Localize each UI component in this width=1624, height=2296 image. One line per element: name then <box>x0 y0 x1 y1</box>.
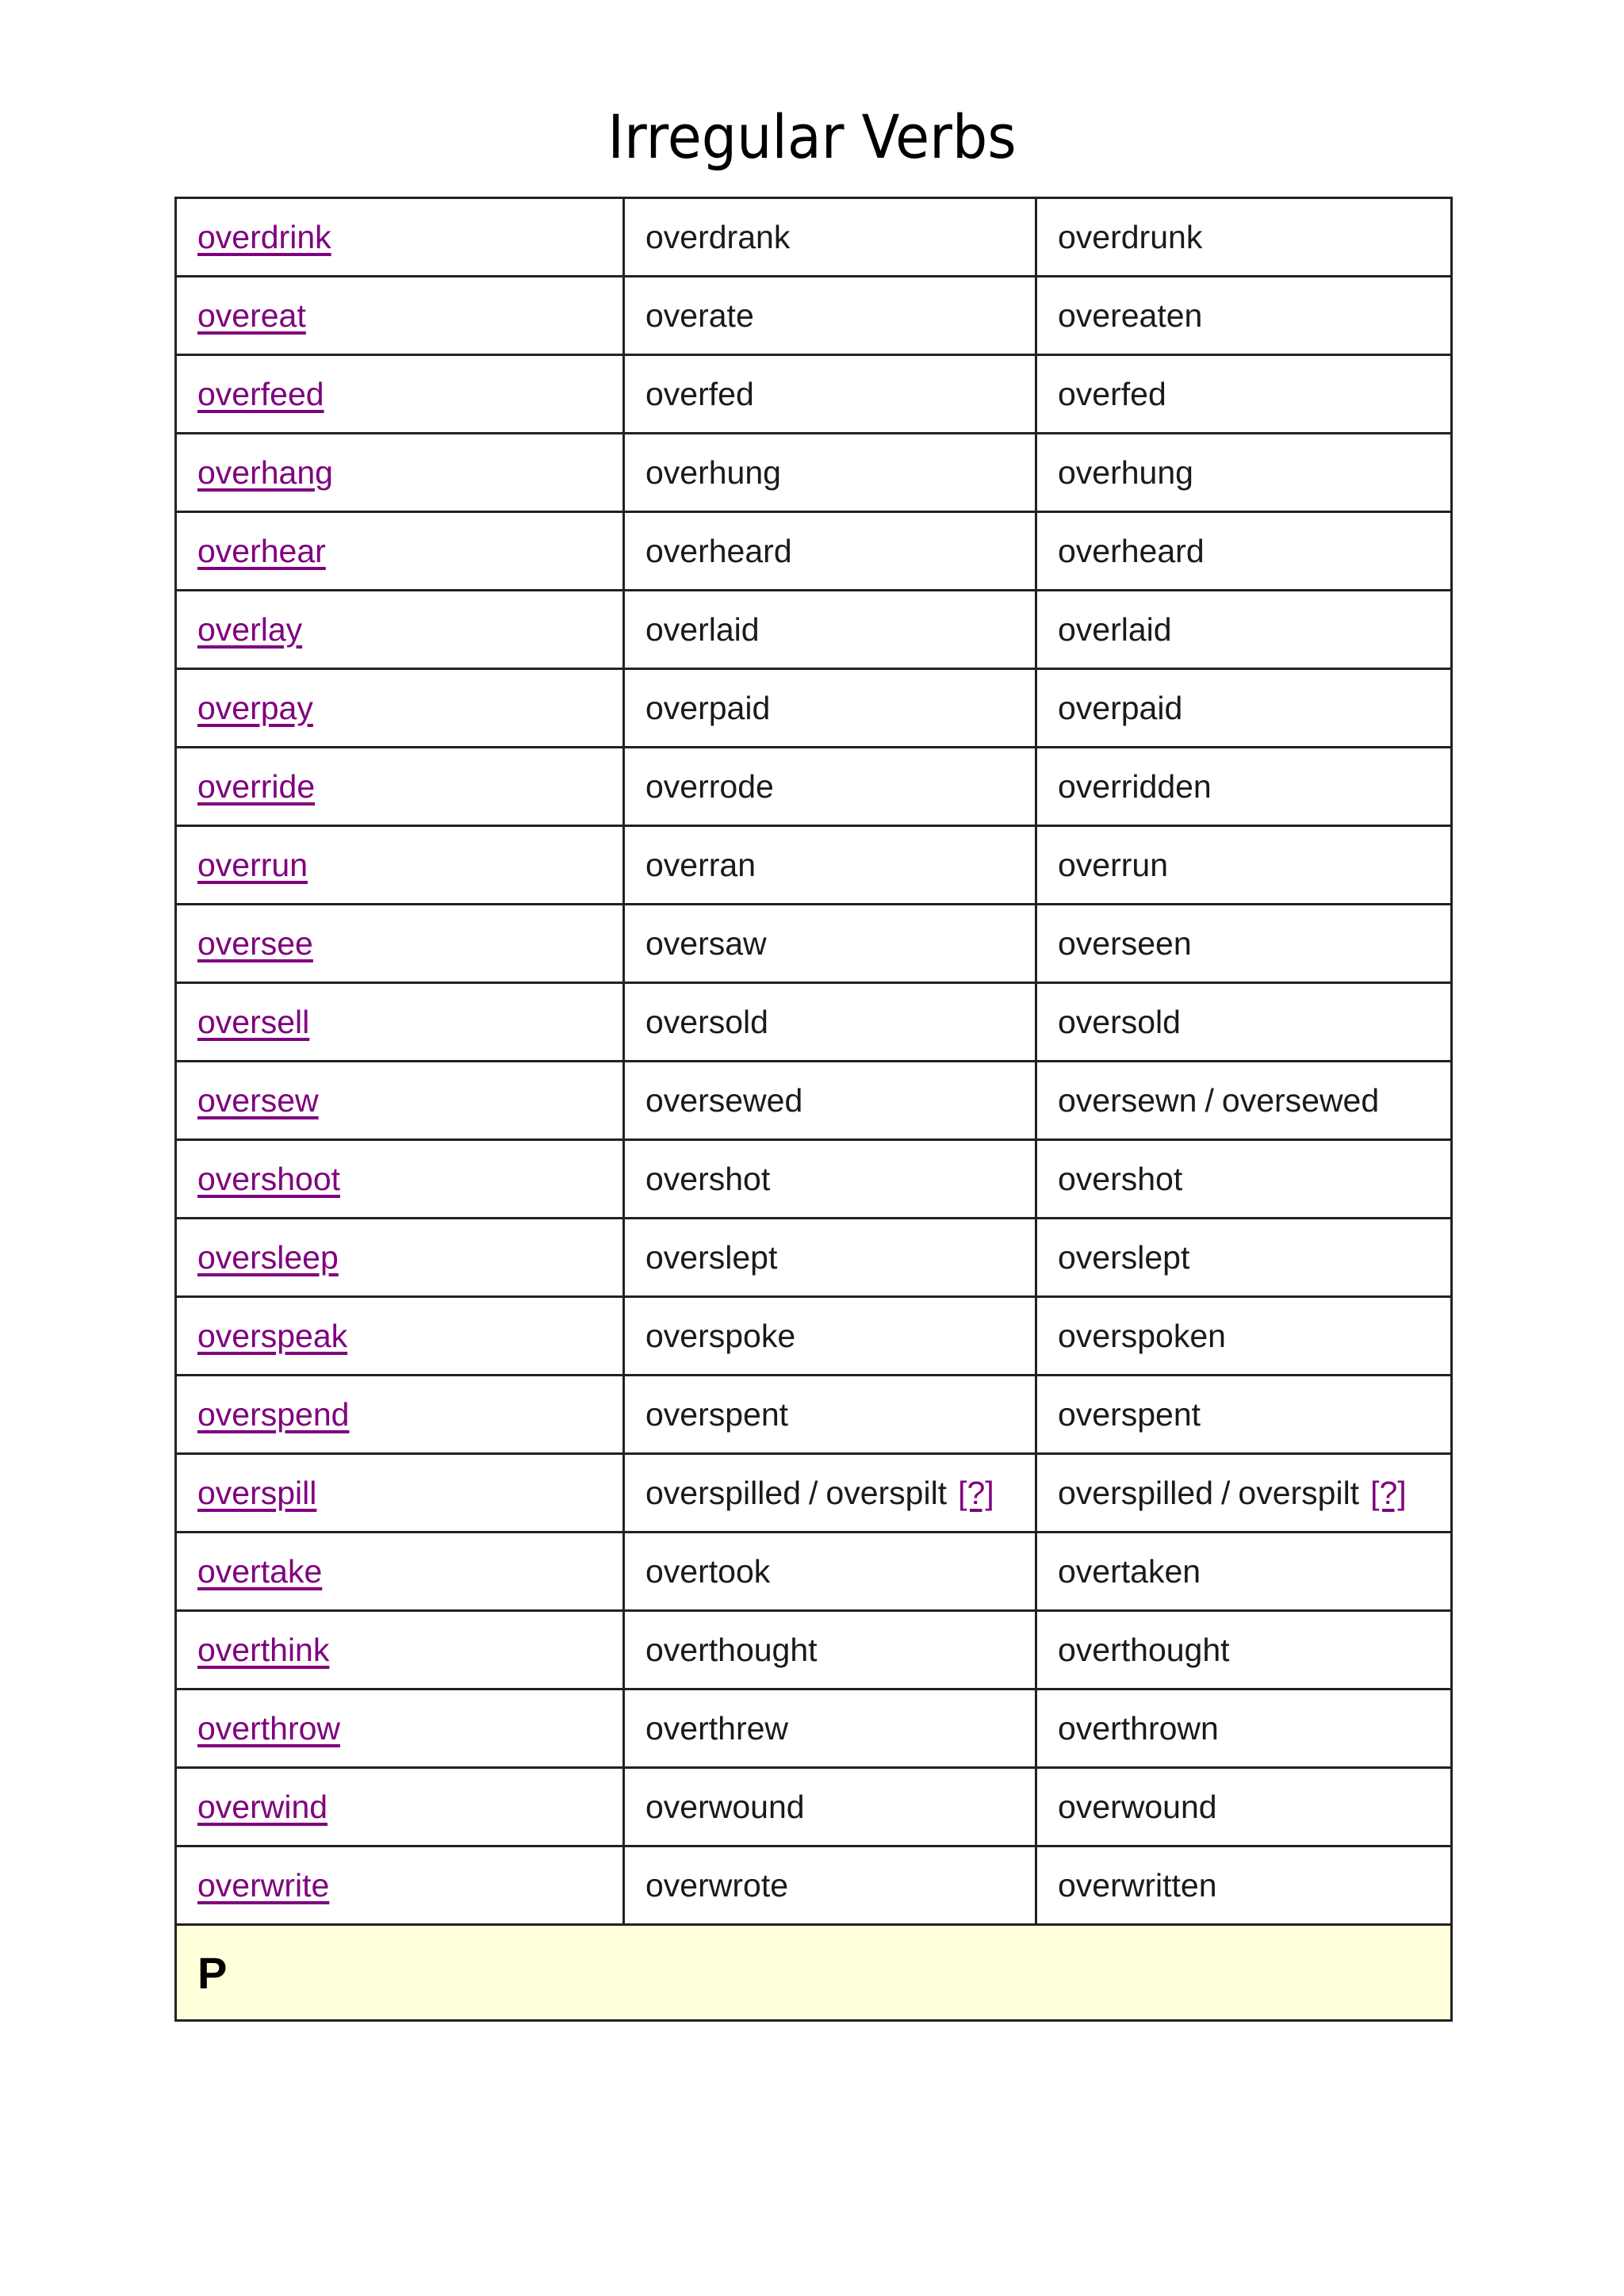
verb-form: overpaid <box>1058 689 1183 726</box>
verb-form: overfed <box>645 375 754 412</box>
base-form-cell <box>176 1062 624 1140</box>
page-title: Irregular Verbs <box>607 101 1017 172</box>
verb-link[interactable]: overpay <box>197 689 313 726</box>
base-form-cell <box>176 591 624 669</box>
base-form-cell <box>176 434 624 512</box>
verb-form: overate <box>645 297 754 334</box>
past-participle-cell <box>1036 1533 1452 1611</box>
verb-form: overrode <box>645 767 774 805</box>
base-form-cell <box>176 1219 624 1297</box>
past-participle-cell <box>1036 1454 1452 1533</box>
verb-form: oversold <box>645 1003 768 1040</box>
verb-form: overslept <box>645 1238 778 1276</box>
past-simple-cell <box>624 1846 1036 1925</box>
verb-link[interactable]: overlay <box>197 610 303 648</box>
base-form-cell <box>176 1533 624 1611</box>
base-form-cell <box>176 826 624 905</box>
verb-link[interactable]: overthrow <box>197 1709 341 1747</box>
verb-link[interactable]: overtake <box>197 1552 323 1590</box>
verb-row <box>176 1376 1452 1454</box>
past-participle-cell <box>1036 1689 1452 1768</box>
past-participle-cell <box>1036 1376 1452 1454</box>
verb-form: overlaid <box>645 610 760 648</box>
verb-link[interactable]: overdrink <box>197 218 331 255</box>
verb-link[interactable]: overshoot <box>197 1160 341 1197</box>
verb-link[interactable]: overhear <box>197 532 326 569</box>
verb-row <box>176 591 1452 669</box>
past-participle-cell <box>1036 748 1452 826</box>
verb-form: overdrank <box>645 218 791 255</box>
verb-form: overridden <box>1058 767 1212 805</box>
verb-link[interactable]: overthink <box>197 1631 330 1668</box>
verb-link[interactable]: overwrite <box>197 1866 330 1904</box>
verb-row <box>176 355 1452 434</box>
verb-row <box>176 983 1452 1062</box>
past-participle-cell <box>1036 983 1452 1062</box>
past-simple-cell <box>624 826 1036 905</box>
form-separator: / <box>1205 1081 1214 1119</box>
verb-row <box>176 1297 1452 1376</box>
verb-row <box>176 1533 1452 1611</box>
form-separator: / <box>809 1474 818 1511</box>
verb-form: overspilled <box>645 1474 801 1511</box>
verb-row <box>176 277 1452 355</box>
verb-form: overthought <box>645 1631 818 1668</box>
base-form-cell <box>176 1376 624 1454</box>
past-simple-cell <box>624 1062 1036 1140</box>
section-header-row <box>176 1925 1452 2021</box>
past-simple-cell <box>624 748 1036 826</box>
verb-form: overheard <box>1058 532 1205 569</box>
past-simple-cell <box>624 1533 1036 1611</box>
verb-form: overeaten <box>1058 297 1203 334</box>
past-participle-cell <box>1036 512 1452 591</box>
verb-row <box>176 826 1452 905</box>
verb-row <box>176 1611 1452 1689</box>
verb-form: overshot <box>645 1160 771 1197</box>
verb-form: overheard <box>645 532 792 569</box>
verb-form: oversewed <box>645 1081 803 1119</box>
form-separator: / <box>1221 1474 1231 1511</box>
verb-form: oversold <box>1058 1003 1181 1040</box>
past-participle-cell <box>1036 198 1452 277</box>
base-form-cell <box>176 198 624 277</box>
past-simple-cell <box>624 905 1036 983</box>
base-form-cell <box>176 1297 624 1376</box>
base-form-cell <box>176 748 624 826</box>
verb-row <box>176 1140 1452 1219</box>
past-participle-cell <box>1036 355 1452 434</box>
verb-link[interactable]: oversew <box>197 1081 319 1119</box>
verb-row <box>176 1768 1452 1846</box>
verb-form: overspilt <box>825 1474 948 1511</box>
verb-link[interactable]: overeat <box>197 297 306 334</box>
verb-link[interactable]: overhang <box>197 453 333 491</box>
verb-row <box>176 1454 1452 1533</box>
verb-form: oversewn <box>1058 1081 1197 1119</box>
verb-form: overthrown <box>1058 1709 1219 1747</box>
past-participle-cell <box>1036 1846 1452 1925</box>
verb-form: overwound <box>1058 1788 1217 1825</box>
base-form-cell <box>176 277 624 355</box>
verb-link[interactable]: overrun <box>197 846 308 883</box>
past-participle-cell <box>1036 1768 1452 1846</box>
verb-row <box>176 1689 1452 1768</box>
verb-row <box>176 512 1452 591</box>
past-simple-cell <box>624 1611 1036 1689</box>
past-simple-cell <box>624 591 1036 669</box>
past-participle-cell <box>1036 1611 1452 1689</box>
verb-form: overwound <box>645 1788 805 1825</box>
verb-form: overpaid <box>645 689 771 726</box>
past-participle-cell <box>1036 1219 1452 1297</box>
past-simple-cell <box>624 512 1036 591</box>
past-simple-cell <box>624 1454 1036 1533</box>
verb-form: overthrew <box>645 1709 789 1747</box>
verb-form: overthought <box>1058 1631 1230 1668</box>
section-letter: P <box>176 1925 1452 2021</box>
verb-link[interactable]: oversleep <box>197 1238 339 1276</box>
verb-form: overtaken <box>1058 1552 1201 1590</box>
base-form-cell <box>176 905 624 983</box>
verb-form: overspoke <box>645 1317 796 1354</box>
base-form-cell <box>176 669 624 748</box>
verb-form: overhung <box>1058 453 1193 491</box>
verb-link[interactable]: override <box>197 767 316 805</box>
verb-form: overfed <box>1058 375 1166 412</box>
verb-form: overspent <box>645 1395 789 1433</box>
past-participle-cell <box>1036 1140 1452 1219</box>
verb-row <box>176 1846 1452 1925</box>
verb-form: overran <box>645 846 756 883</box>
past-participle-cell <box>1036 277 1452 355</box>
past-participle-cell <box>1036 669 1452 748</box>
past-simple-cell <box>624 1689 1036 1768</box>
verb-row <box>176 1062 1452 1140</box>
verb-form: overhung <box>645 453 781 491</box>
verb-link[interactable]: overspeak <box>197 1317 348 1354</box>
past-simple-cell <box>624 1376 1036 1454</box>
past-participle-cell <box>1036 905 1452 983</box>
verb-form: overshot <box>1058 1160 1183 1197</box>
uncertain-form-note-link[interactable]: [?] <box>1370 1474 1407 1511</box>
base-form-cell <box>176 1611 624 1689</box>
verb-link[interactable]: oversell <box>197 1003 310 1040</box>
verb-form: overrun <box>1058 846 1169 883</box>
uncertain-form-note-link[interactable]: [?] <box>958 1474 994 1511</box>
verb-rows <box>176 198 1452 2021</box>
past-simple-cell <box>624 669 1036 748</box>
past-participle-cell <box>1036 591 1452 669</box>
verb-form: overlaid <box>1058 610 1172 648</box>
base-form-cell <box>176 1768 624 1846</box>
past-simple-cell <box>624 1140 1036 1219</box>
verb-form: overspilled <box>1058 1474 1213 1511</box>
verb-row <box>176 198 1452 277</box>
past-simple-cell <box>624 198 1036 277</box>
base-form-cell <box>176 512 624 591</box>
verb-link[interactable]: overspill <box>197 1474 317 1511</box>
verb-form: overseen <box>1058 924 1192 962</box>
past-simple-cell <box>624 1768 1036 1846</box>
past-participle-cell <box>1036 1297 1452 1376</box>
verb-form: overdrunk <box>1058 218 1203 255</box>
verb-form: overtook <box>645 1552 771 1590</box>
past-simple-cell <box>624 983 1036 1062</box>
past-simple-cell <box>624 355 1036 434</box>
verb-form: oversewed <box>1221 1081 1380 1119</box>
verb-row <box>176 434 1452 512</box>
base-form-cell <box>176 1689 624 1768</box>
verb-form: overspilt <box>1238 1474 1360 1511</box>
verb-link[interactable]: oversee <box>197 924 313 962</box>
irregular-verbs-table <box>174 197 1453 2022</box>
verb-form: overspoken <box>1058 1317 1226 1354</box>
verb-link[interactable]: overwind <box>197 1788 328 1825</box>
base-form-cell <box>176 1846 624 1925</box>
verb-form: overwritten <box>1058 1866 1217 1904</box>
past-simple-cell <box>624 277 1036 355</box>
base-form-cell <box>176 1454 624 1533</box>
verb-link[interactable]: overspend <box>197 1395 350 1433</box>
verb-form: overwrote <box>645 1866 789 1904</box>
verb-row <box>176 669 1452 748</box>
base-form-cell <box>176 355 624 434</box>
verb-row <box>176 905 1452 983</box>
verb-form: overspent <box>1058 1395 1201 1433</box>
base-form-cell <box>176 983 624 1062</box>
past-participle-cell <box>1036 1062 1452 1140</box>
past-simple-cell <box>624 434 1036 512</box>
base-form-cell <box>176 1140 624 1219</box>
verb-row <box>176 1219 1452 1297</box>
past-simple-cell <box>624 1297 1036 1376</box>
verb-link[interactable]: overfeed <box>197 375 324 412</box>
verb-row <box>176 748 1452 826</box>
past-participle-cell <box>1036 826 1452 905</box>
past-participle-cell <box>1036 434 1452 512</box>
verb-form: oversaw <box>645 924 767 962</box>
verb-form: overslept <box>1058 1238 1190 1276</box>
past-simple-cell <box>624 1219 1036 1297</box>
